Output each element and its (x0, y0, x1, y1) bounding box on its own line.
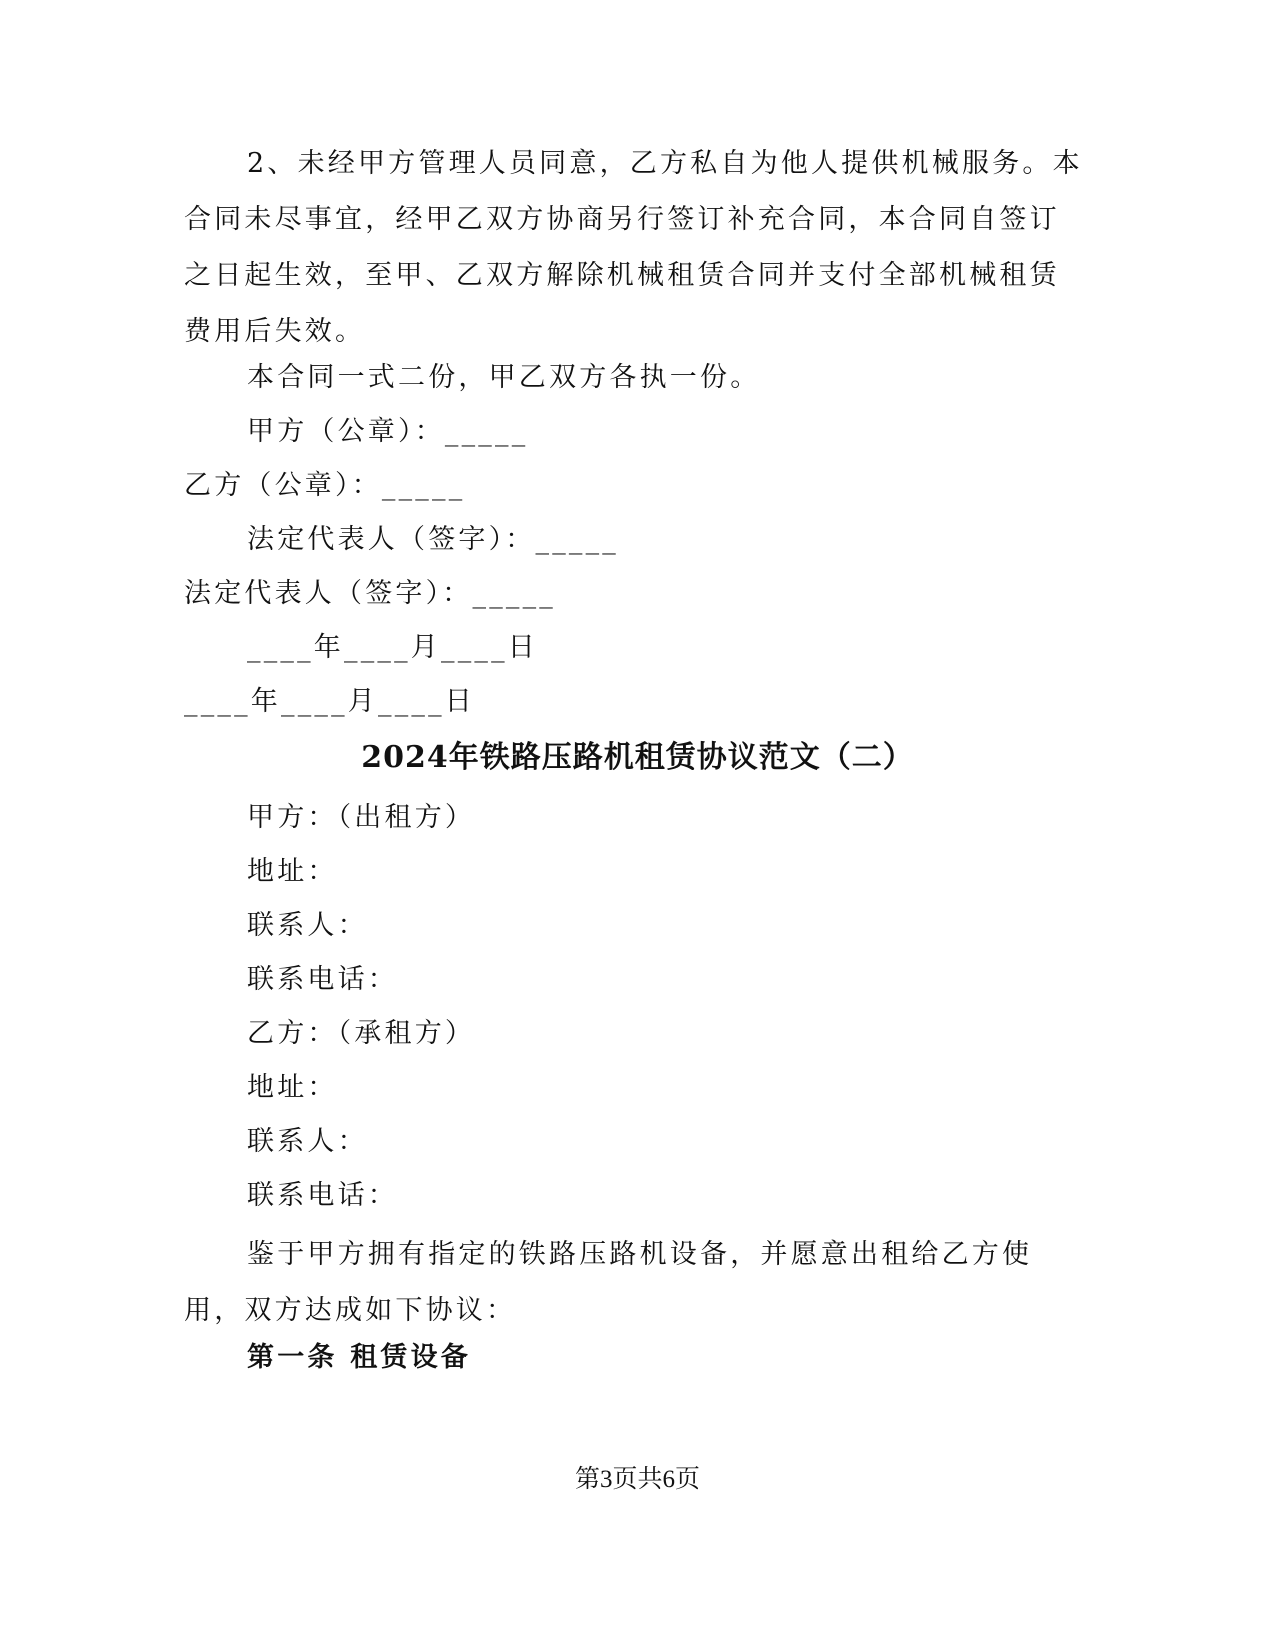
party-b-seal-line: 乙方（公章）：_____ (184, 470, 466, 501)
party-a-date-line: ____年____月____日 (247, 632, 538, 663)
page-indicator: 第3页共6页 (574, 1466, 700, 1493)
party-b-contact: 联系人： (247, 1126, 368, 1157)
party-a-label: 甲方：（出租方） (247, 802, 476, 833)
party-a-phone: 联系电话： (247, 964, 398, 995)
party-b-phone: 联系电话： (247, 1180, 398, 1211)
continuation-paragraph: 2、未经甲方管理人员同意，乙方私自为他人提供机械服务。本合同未尽事宜，经甲乙双方协商另行签订补充合同，本合同自签订之日起生效，至甲、乙双方解除机械租赁合同并支付全部机械租赁费用后失效。 (184, 148, 1083, 347)
party-a-contact: 联系人： (247, 910, 368, 941)
section-title: 2024年铁路压路机租赁协议范文（二） (361, 740, 914, 775)
party-a-seal-line: 甲方（公章）：_____ (247, 416, 529, 447)
party-a-address: 地址： (247, 856, 338, 887)
party-b-label: 乙方：（承租方） (247, 1018, 476, 1049)
preamble-paragraph: 鉴于甲方拥有指定的铁路压路机设备，并愿意出租给乙方使用，双方达成如下协议： (184, 1239, 1033, 1326)
party-b-representative-line: 法定代表人（签字）：_____ (184, 578, 556, 609)
article-1-heading: 第一条 租赁设备 (247, 1342, 471, 1373)
party-b-date-line: ____年____月____日 (184, 686, 475, 717)
party-a-representative-line: 法定代表人（签字）：_____ (247, 524, 619, 555)
copies-note: 本合同一式二份，甲乙双方各执一份。 (247, 362, 761, 393)
party-b-address: 地址： (247, 1072, 338, 1103)
